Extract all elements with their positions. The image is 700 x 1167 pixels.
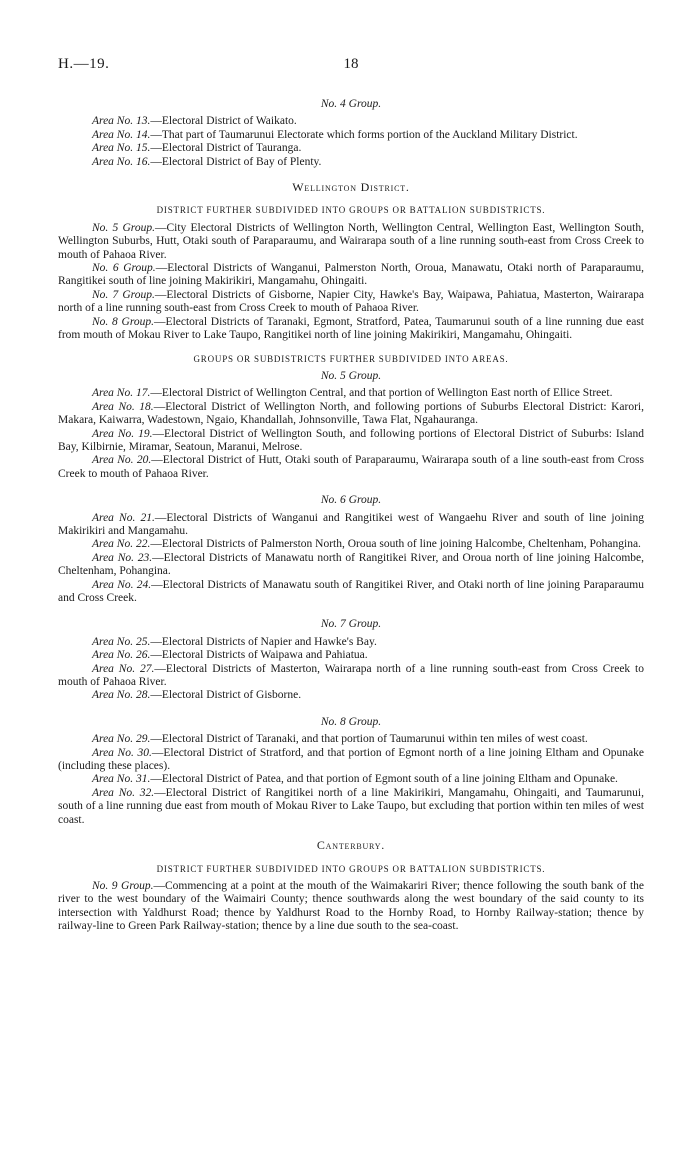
group-text: —Electoral Districts of Wanganui, Palmerston North, Oroua, Manawatu, Otaki north of Paraparaumu, Rangitikei south of line joining Makirikiri, Mangamahu, Ohingaiti.	[58, 262, 644, 288]
page-header	[58, 58, 644, 94]
group-label: No. 5 Group.	[92, 221, 155, 234]
area-text: —Electoral District of Rangitikei north of a line Makirikiri, Mangamahu, Ohingaiti, and Taumarunui, south of a line running due east from mouth of Mokau River to Lake Taupo, but excluding that portion within ten miles of west coast.	[58, 786, 644, 826]
group-text: —City Electoral Districts of Wellington North, Wellington Central, Wellington East, Wellington South, Wellington Suburbs, Hutt, Otaki south of Paraparaumu, and Wairarapa south of a line running south-east from Cross Creek to mouth of Pahaoa River.	[58, 221, 644, 261]
area-text: —Electoral District of Hutt, Otaki south of Paraparaumu, Wairarapa south of a line south-east from Cross Creek to mouth of Pahaoa River.	[58, 454, 644, 480]
area-paragraph	[58, 115, 644, 128]
area-label: Area No. 30.	[92, 746, 152, 759]
area-paragraph	[58, 428, 644, 455]
group-paragraph	[58, 880, 644, 934]
area-text: —Electoral District of Waikato.	[150, 115, 297, 128]
district-heading: Canterbury.	[316, 838, 386, 853]
area-label: Area No. 26.	[92, 649, 151, 662]
group-text: —Commencing at a point at the mouth of the Waimakariri River; thence following the south bank of the river to the west boundary of the Waimairi County; thence southwards along the west boundary of the said county to its intersection with Yaldhurst Road; thence by Yaldhurst Road to the Hornby Road, to Hornby Railway-station; thence by railway-line to Green Park Railway-station; thence by a line due south to the sea-coast.	[58, 879, 644, 933]
area-paragraph	[58, 773, 644, 786]
area-paragraph	[58, 538, 644, 551]
group-label: No. 9 Group.	[92, 879, 154, 892]
section-subheading: GROUPS OR SUBDISTRICTS FURTHER SUBDIVIDED INTO AREAS.	[193, 353, 509, 364]
area-label: Area No. 24.	[92, 578, 152, 591]
area-text: —Electoral Districts of Waipawa and Pahiatua.	[150, 649, 368, 662]
area-text: —Electoral District of Wellington Central, and that portion of Wellington East north of Ellice Street.	[150, 387, 613, 400]
area-paragraph	[58, 733, 644, 746]
group-text: —Electoral Districts of Gisborne, Napier City, Hawke's Bay, Waipawa, Pahiatua, Masterton, Wairarapa north of a line running south-east from Cross Creek to mouth of Pahaoa River.	[58, 288, 645, 315]
group-heading: No. 5 Group.	[320, 369, 382, 382]
area-label: Area No. 20.	[92, 454, 152, 467]
section-subheading: DISTRICT FURTHER SUBDIVIDED INTO GROUPS OR BATTALION SUBDISTRICTS.	[156, 205, 546, 216]
group-paragraph	[58, 222, 644, 262]
area-paragraph	[58, 512, 644, 539]
area-label: Area No. 31.	[92, 773, 151, 786]
area-text: —Electoral District of Tauranga.	[150, 142, 302, 155]
area-paragraph	[58, 649, 644, 662]
group-text: —Electoral Districts of Taranaki, Egmont, Stratford, Patea, Taumarunui south of a line running due east from mouth of Mokau River to Lake Taupo, Rangitikei north of line joining Makirikiri, Mangamahu, Ohingaiti.	[58, 315, 645, 342]
group-label: No. 7 Group.	[92, 288, 155, 301]
area-text: —That part of Taumarunui Electorate which forms portion of the Auckland Military District.	[150, 128, 578, 141]
area-paragraph	[58, 787, 644, 827]
area-text: —Electoral Districts of Napier and Hawke's Bay.	[150, 635, 377, 648]
area-label: Area No. 25.	[92, 635, 151, 648]
area-paragraph	[58, 689, 644, 702]
area-text: —Electoral Districts of Palmerston North, Oroua south of line joining Halcombe, Cheltenham, Pohangina.	[150, 538, 641, 551]
area-text: —Electoral District of Taranaki, and that portion of Taumarunui within ten miles of west coast.	[150, 733, 588, 746]
area-paragraph	[58, 387, 644, 400]
area-text: —Electoral Districts of Wanganui and Rangitikei west of Wangaehu River and south of line joining Makirikiri and Mangamahu.	[58, 511, 644, 537]
area-paragraph	[58, 401, 644, 428]
area-label: Area No. 29.	[92, 733, 151, 746]
area-text: —Electoral District of Stratford, and that portion of Egmont north of a line joining Eltham and Opunake (including these places).	[58, 746, 644, 773]
area-text: —Electoral District of Wellington North, and following portions of Suburbs Electoral District: Karori, Makara, Kaiwarra, Wadestown, Ngaio, Khandallah, Johnsonville, Tawa Flat, Ngahauranga.	[58, 400, 644, 427]
area-label: Area No. 22.	[92, 538, 151, 551]
area-label: Area No. 32.	[92, 786, 155, 799]
district-heading: Wellington District.	[292, 180, 410, 195]
group-label: No. 8 Group.	[92, 315, 155, 328]
group-paragraph	[58, 262, 644, 289]
area-label: Area No. 21.	[92, 511, 155, 524]
area-text: —Electoral Districts of Manawatu north of Rangitikei River, and Oroua north of line joining Halcombe, Cheltenham, Pohangina.	[58, 551, 644, 578]
area-label: Area No. 27.	[92, 662, 155, 675]
area-label: Area No. 28.	[92, 689, 151, 702]
area-paragraph	[58, 156, 644, 169]
area-text: —Electoral Districts of Manawatu south of Rangitikei River, and Otaki north of line joining Paraparaumu and Cross Creek.	[58, 578, 644, 604]
section-subheading: DISTRICT FURTHER SUBDIVIDED INTO GROUPS OR BATTALION SUBDISTRICTS.	[156, 863, 546, 874]
area-paragraph	[58, 552, 644, 579]
area-text: —Electoral District of Gisborne.	[150, 689, 302, 702]
area-text: —Electoral District of Patea, and that portion of Egmont south of a line joining Eltham and Opunake.	[150, 773, 618, 786]
area-paragraph	[58, 579, 644, 606]
page-number: 18	[343, 56, 359, 72]
group-paragraph	[58, 289, 644, 316]
area-text: —Electoral District of Bay of Plenty.	[150, 155, 322, 168]
area-paragraph	[58, 663, 644, 690]
area-paragraph	[58, 142, 644, 155]
area-paragraph	[58, 454, 644, 481]
group-label: No. 6 Group.	[92, 262, 156, 275]
area-label: Area No. 19.	[92, 427, 153, 440]
area-paragraph	[58, 129, 644, 142]
group-heading: No. 8 Group.	[320, 715, 382, 728]
area-label: Area No. 14.	[92, 128, 151, 141]
area-paragraph	[58, 636, 644, 649]
area-label: Area No. 17.	[92, 387, 151, 400]
group-paragraph	[58, 316, 644, 343]
group-heading: No. 6 Group.	[320, 494, 382, 507]
group-heading: No. 7 Group.	[320, 618, 382, 631]
area-label: Area No. 15.	[92, 142, 151, 155]
group-heading: No. 4 Group.	[320, 98, 382, 110]
area-label: Area No. 18.	[92, 400, 154, 413]
area-text: —Electoral District of Wellington South, and following portions of Electoral District of Suburbs: Island Bay, Kilbirnie, Miramar, Seatoun, Maranui, Melrose.	[58, 427, 645, 453]
document-reference: H.—19.	[58, 56, 110, 72]
area-label: Area No. 16.	[92, 155, 151, 168]
area-label: Area No. 23.	[92, 551, 153, 564]
area-text: —Electoral Districts of Masterton, Wairarapa north of a line running south-east from Cross Creek to mouth of Pahaoa River.	[58, 662, 644, 689]
area-paragraph	[58, 747, 644, 774]
area-label: Area No. 13.	[92, 115, 151, 128]
